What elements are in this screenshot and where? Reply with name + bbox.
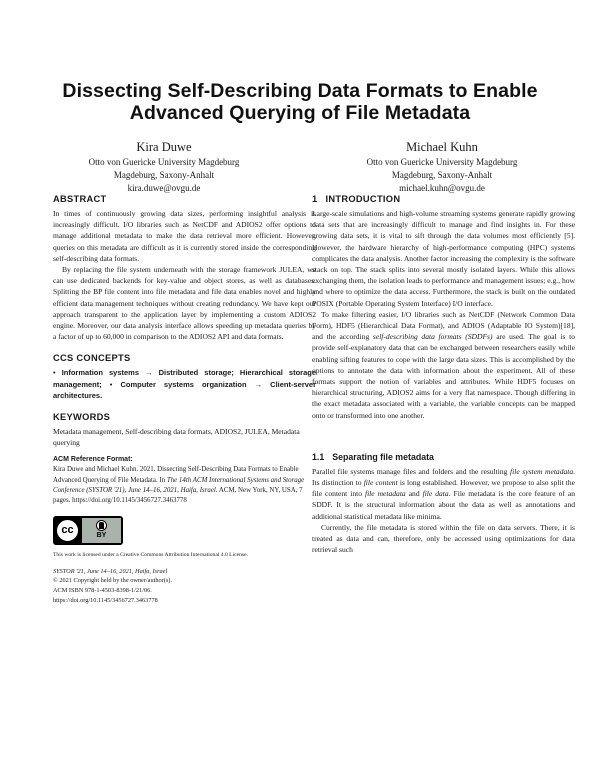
abstract-heading: ABSTRACT bbox=[53, 194, 107, 204]
acm-reference-heading: ACM Reference Format: bbox=[53, 456, 133, 464]
ccs-item-1-detail: Distributed storage; Hierarchical storage management; bbox=[53, 368, 316, 389]
abstract-paragraph-1: In times of continuously growing data sizes, performing insightful analysis is increasingly difficult. I/O libraries such as NetCDF and ADIOS2 offer options to manage additional metadata to make the data retrieval more efficient. However, queries on this metadata are difficult as it is currently stored inside the corresponding self-describing data formats. bbox=[53, 209, 316, 263]
ccs-item-2: Computer systems organization bbox=[120, 379, 247, 389]
footer-info bbox=[53, 567, 316, 606]
paper-title bbox=[40, 80, 560, 124]
author-email[interactable]: michael.kuhn@ovgu.de bbox=[399, 183, 485, 193]
author-email[interactable]: kira.duwe@ovgu.de bbox=[127, 183, 201, 193]
title-line-1: Dissecting Self-Describing Data Formats to Enable bbox=[62, 80, 538, 102]
ccs-item-2-detail: Client-server architectures. bbox=[53, 379, 317, 400]
intro-paragraph-2: To make filtering easier, I/O libraries such as NetCDF (Network Common Data Form), HDF5 (Hierarchical Data Format), and ADIOS (Adaptable IO System)[18], and the according self-describing data formats (SDDFs) are used. The goal is to provide self-explanatory data that can be exchanged between researchers easily while enabling sifting features to cope with the large data sizes. This is accomplished by the options to annotate the data with information about the experiment. All of these formats support the notion of variables and attributes. While HDF5 focuses on hierarchical structuring, ADIOS2 aims for a very flat namespace. Though differing in the exact metadata associated with a variable, the variable concepts can be mapped onto or transformed into one another. bbox=[312, 309, 575, 420]
ccs-concepts: • Information systems → Distributed storage; Hierarchical storage management; • Computer systems organization → Client-server architectures. bbox=[53, 368, 317, 400]
author-location: Magdeburg, Saxony-Anhalt bbox=[391, 170, 493, 180]
intro-paragraph-1: Large-scale simulations and high-volume streaming systems generate rapidly growing data sets that are increasingly difficult to manage and find insights in. For these growing data sets, it is vital to sift through the data volumes most efficiently [5]. However, the hardware hierarchy of high-performance computing (HPC) systems complicates the data analysis. Another factor increasing the complexity is the software stack on top. The stack splits into several mostly isolated layers. While this allows exchanging them, the isolation leads to performance and management issues; e.g., how and where to optimize the data access. Furthermore, the stack is built on the outdated POSIX (Portable Operating System Interface) I/O interface. bbox=[312, 209, 575, 308]
person-icon bbox=[96, 520, 107, 531]
acm-reference-venue: The 14th ACM International Systems and Storage Conference (SYSTOR '21), June 14–16, 2021, Haifa, Israel. bbox=[53, 476, 305, 495]
section-number: 1 bbox=[312, 194, 318, 204]
license-text: This work is licensed under a Creative Commons Attribution International 4.0 License. bbox=[53, 551, 248, 558]
subsection-paragraph-1: Parallel file systems manage files and folders and the resulting file system metadata. Its distinction to file content is long established. However, we propose to also split the file content into file metadata and file data. File metadata is the core feature of an SDDF. It is the structural information about the data as well as annotations and additional statistical metadata like minima. bbox=[312, 466, 576, 521]
author-affiliation: Otto von Guericke University Magdeburg bbox=[366, 157, 518, 167]
author-location: Magdeburg, Saxony-Anhalt bbox=[113, 170, 215, 180]
author-block-2 bbox=[307, 139, 577, 195]
acm-reference-tail[interactable]: ACM, New York, NY, USA, 7 pages. https://doi.org/10.1145/3456727.3463778 bbox=[53, 487, 303, 505]
attribution-icon bbox=[82, 518, 121, 543]
subsection-heading bbox=[312, 451, 575, 463]
cc-license-badge[interactable] bbox=[53, 516, 316, 548]
ccs-heading: CCS CONCEPTS bbox=[53, 353, 131, 364]
footer-isbn: ACM ISBN 978-1-4503-8398-1/21/06. bbox=[53, 587, 152, 595]
subsection-number: 1.1 bbox=[312, 451, 325, 462]
ccs-item-1: Information systems bbox=[61, 368, 140, 378]
subsection-title: Separating file metadata bbox=[332, 451, 434, 462]
author-name: Kira Duwe bbox=[136, 140, 192, 154]
footer-doi[interactable]: https://doi.org/10.1145/3456727.3463778 bbox=[53, 597, 158, 605]
cc-circle: cc bbox=[55, 518, 80, 543]
acm-reference-text: Kira Duwe and Michael Kuhn. 2021. Dissecting Self-Describing Data Formats to Enable Advanced Querying of File Metadata. In bbox=[53, 466, 299, 484]
footer-copyright: © 2021 Copyright held by the owner/author(s). bbox=[53, 577, 172, 585]
author-name: Michael Kuhn bbox=[406, 140, 478, 154]
by-label: BY bbox=[96, 532, 107, 540]
abstract-paragraph-2: By replacing the file system underneath with the storage framework JULEA, we can use dedicated backends for key-value and object stores, as well as databases. Splitting the BP file content into file metadata and file data enables novel and highly efficient data management techniques without creating redundancy. We have kept our approach transparent to the application layer by implementing a custom ADIOS2 engine. Moreover, our data analysis interface allows speeding up metadata queries by a factor of up to 60,000 in comparison to the ADIOS2 API and data formats. bbox=[53, 265, 316, 342]
title-line-2: Advanced Querying of File Metadata bbox=[129, 102, 471, 124]
footer-venue: SYSTOR '21, June 14–16, 2021, Haifa, Israel bbox=[53, 567, 168, 575]
keywords-text: Metadata management, Self-describing data formats, ADIOS2, JULEA, Metadata querying bbox=[53, 427, 300, 448]
arrow-icon: → bbox=[145, 368, 153, 378]
acm-reference bbox=[53, 465, 316, 506]
subsection-paragraph-2: Currently, the file metadata is stored within the file on data servers. There, it is treated as data and can, therefore, only be accessed using optimizations for data retrieval such bbox=[312, 522, 575, 555]
right-column bbox=[312, 193, 575, 555]
sddf-term: self-describing data formats (SDDFs) bbox=[372, 332, 493, 342]
author-affiliation: Otto von Guericke University Magdeburg bbox=[88, 157, 240, 167]
left-column bbox=[53, 193, 316, 606]
arrow-icon: → bbox=[254, 379, 263, 389]
intro-heading bbox=[312, 193, 575, 205]
keywords-heading: KEYWORDS bbox=[53, 412, 111, 423]
author-block-1 bbox=[29, 139, 299, 195]
section-title: INTRODUCTION bbox=[325, 194, 401, 204]
